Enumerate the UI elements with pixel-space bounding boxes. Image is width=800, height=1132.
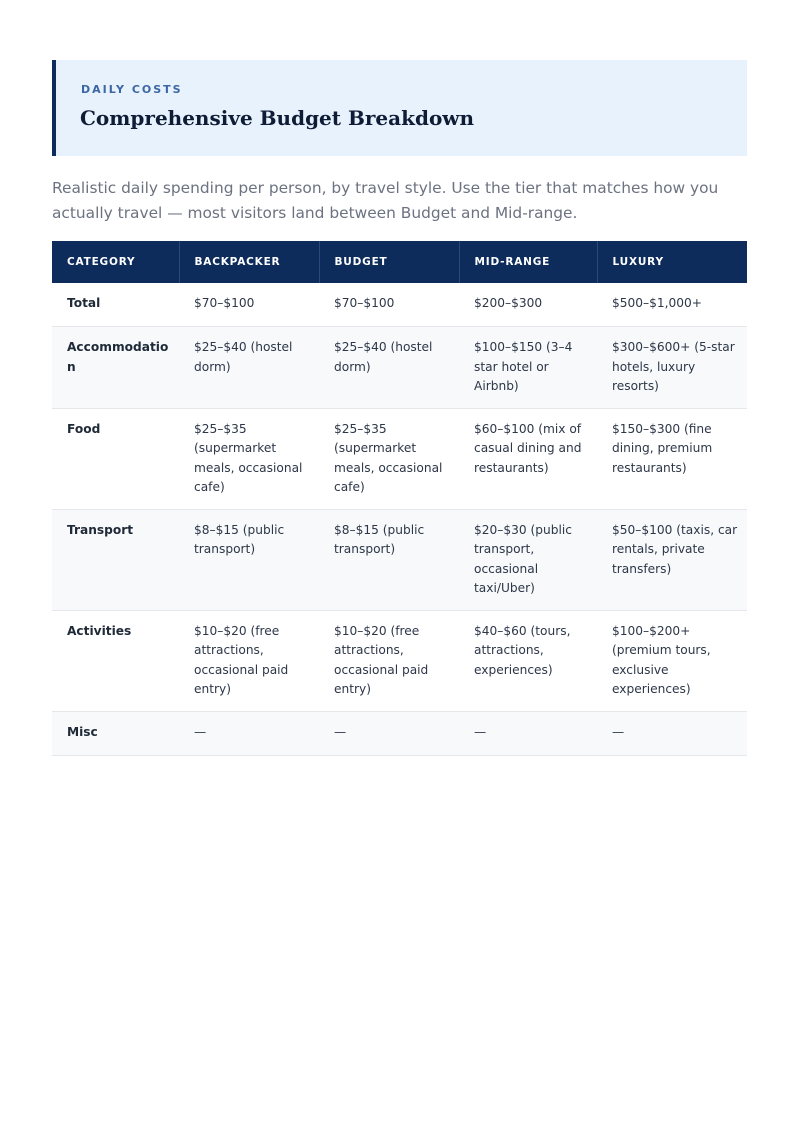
budget-table bbox=[52, 241, 747, 756]
row-category: Misc bbox=[52, 711, 179, 755]
table-cell: $10–$20 (free attractions, occasional paid entry) bbox=[179, 610, 319, 711]
table-row bbox=[52, 610, 747, 711]
table-cell: $8–$15 (public transport) bbox=[319, 509, 459, 610]
column-header-budget: BUDGET bbox=[319, 241, 459, 283]
table-cell: $25–$35 (supermarket meals, occasional cafe) bbox=[179, 408, 319, 509]
table-cell: $40–$60 (tours, attractions, experiences) bbox=[459, 610, 597, 711]
table-row bbox=[52, 327, 747, 409]
table-cell: $70–$100 bbox=[319, 283, 459, 327]
section-title: Comprehensive Budget Breakdown bbox=[80, 106, 475, 130]
row-category: Food bbox=[52, 408, 179, 509]
table-cell: $70–$100 bbox=[179, 283, 319, 327]
table-header-row bbox=[52, 241, 747, 283]
table-cell: — bbox=[459, 711, 597, 755]
column-header-mid-range: MID-RANGE bbox=[459, 241, 597, 283]
table-cell: $8–$15 (public transport) bbox=[179, 509, 319, 610]
table-cell: $50–$100 (taxis, car rentals, private transfers) bbox=[597, 509, 747, 610]
intro-paragraph: Realistic daily spending per person, by travel style. Use the tier that matches how you actually travel — most visitors land between Budget and Mid-range. bbox=[52, 179, 719, 222]
row-category: Transport bbox=[52, 509, 179, 610]
table-cell: $10–$20 (free attractions, occasional paid entry) bbox=[319, 610, 459, 711]
table-cell: — bbox=[179, 711, 319, 755]
table-cell: $150–$300 (fine dining, premium restaurants) bbox=[597, 408, 747, 509]
table-cell: — bbox=[319, 711, 459, 755]
table-cell: $300–$600+ (5-star hotels, luxury resorts) bbox=[597, 327, 747, 409]
table-cell: $60–$100 (mix of casual dining and restaurants) bbox=[459, 408, 597, 509]
table-row bbox=[52, 711, 747, 755]
table-cell: $25–$40 (hostel dorm) bbox=[319, 327, 459, 409]
column-header-luxury: LUXURY bbox=[612, 256, 664, 268]
section-header bbox=[52, 60, 747, 156]
table-cell: $200–$300 bbox=[459, 283, 597, 327]
row-category: Accommodation bbox=[52, 327, 179, 409]
table-row bbox=[52, 283, 747, 327]
table-cell: $100–$150 (3–4 star hotel or Airbnb) bbox=[459, 327, 597, 409]
table-cell: $20–$30 (public transport, occasional taxi/Uber) bbox=[459, 509, 597, 610]
row-category: Activities bbox=[52, 610, 179, 711]
table-row bbox=[52, 509, 747, 610]
table-row bbox=[52, 408, 747, 509]
table-cell: — bbox=[597, 711, 747, 755]
table-cell: $25–$40 (hostel dorm) bbox=[179, 327, 319, 409]
section-eyebrow: DAILY COSTS bbox=[81, 83, 183, 96]
table-cell: $500–$1,000+ bbox=[597, 283, 747, 327]
table-cell: $100–$200+ (premium tours, exclusive experiences) bbox=[597, 610, 747, 711]
table-cell: $25–$35 (supermarket meals, occasional cafe) bbox=[319, 408, 459, 509]
column-header-backpacker: BACKPACKER bbox=[179, 241, 319, 283]
row-category: Total bbox=[52, 283, 179, 327]
column-header-category: CATEGORY bbox=[52, 241, 179, 283]
